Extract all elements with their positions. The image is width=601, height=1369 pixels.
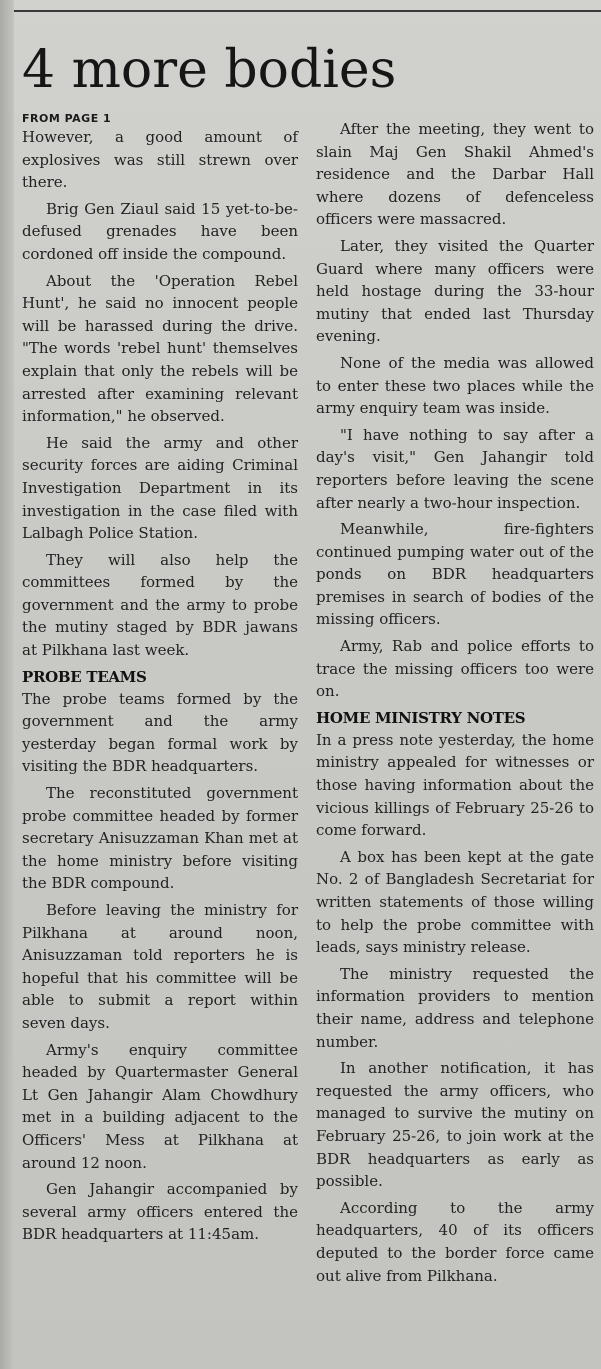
column-2-body [316, 118, 594, 1287]
article-paragraph: Later, they visited the Quarter Guard where many officers were held hostage during the 33-hour mutiny that ended last Thursday evening. [316, 236, 594, 346]
article-paragraph: The ministry requested the information providers to mention their name, address and telephone number. [316, 964, 594, 1051]
article-paragraph: He said the army and other security forces are aiding Criminal Investigation Department in its investigation in the case filed with Lalbagh Police Station. [22, 433, 298, 543]
jump-kicker: FROM PAGE 1 [22, 112, 112, 125]
article-paragraph: However, a good amount of explosives was still strewn over there. [22, 128, 298, 192]
column-2 [316, 118, 594, 1291]
article-paragraph: After the meeting, they went to slain Maj Gen Shakil Ahmed's residence and the Darbar Hall where dozens of defenceless officers were massacred. [316, 120, 594, 229]
article-paragraph: According to the army headquarters, 40 of its officers deputed to the border force came out alive from Pilkhana. [316, 1198, 594, 1285]
section-subhead: PROBE TEAMS [22, 667, 147, 686]
article-paragraph: Brig Gen Ziaul said 15 yet-to-be-defused grenades have been cordoned off inside the compound. [22, 199, 298, 263]
article-paragraph: In a press note yesterday, the home ministry appealed for witnesses or those having information about the vicious killings of February 25-26 to come forward. [316, 730, 594, 840]
column-1-body [22, 126, 298, 1246]
article-paragraph: None of the media was allowed to enter these two places while the army enquiry team was inside. [316, 353, 594, 418]
section-subhead: HOME MINISTRY NOTES [316, 708, 526, 727]
article-paragraph: A box has been kept at the gate No. 2 of Bangladesh Secretariat for written statements of those willing to help the probe committee with leads, says ministry release. [316, 847, 594, 957]
article [22, 28, 596, 1291]
article-paragraph: The probe teams formed by the government and the army yesterday began formal work by visiting the BDR headquarters. [22, 689, 298, 776]
article-paragraph: The reconstituted government probe committee headed by former secretary Anisuzzaman Khan met at the home ministry before visiting the BDR compound. [22, 784, 298, 893]
top-rule-divider [14, 10, 601, 12]
article-paragraph: They will also help the committees formed by the government and the army to probe the mutiny staged by BDR jawans at Pilkhana last week. [22, 550, 298, 660]
article-paragraph: "I have nothing to say after a day's visit," Gen Jahangir told reporters before leaving the scene after nearly a two-hour inspection. [316, 425, 594, 512]
article-paragraph: In another notification, it has requested the army officers, who managed to survive the mutiny on February 25-26, to join work at the BDR headquarters as early as possible. [316, 1059, 594, 1191]
article-paragraph: Army's enquiry committee headed by Quartermaster General Lt Gen Jahangir Alam Chowdhury met in a building adjacent to the Officers' Mess at Pilkhana at around 12 noon. [22, 1040, 298, 1172]
column-1 [22, 112, 298, 1291]
article-paragraph: About the 'Operation Rebel Hunt', he said no innocent people will be harassed during the drive. "The words 'rebel hunt' themselves explain that only the rebels will be arrested after examining relevant information," he observed. [22, 271, 298, 426]
article-paragraph: Meanwhile, fire-fighters continued pumping water out of the ponds on BDR headquarters premises in search of bodies of the missing officers. [316, 520, 594, 629]
article-paragraph: Before leaving the ministry for Pilkhana at around noon, Anisuzzaman told reporters he is hopeful that his committee will be able to submit a report within seven days. [22, 901, 298, 1032]
article-paragraph: Gen Jahangir accompanied by several army officers entered the BDR headquarters at 11:45am. [22, 1180, 298, 1244]
page-edge-shadow [0, 0, 14, 1369]
article-columns [22, 112, 596, 1291]
headline: 4 more bodies [22, 40, 397, 100]
article-paragraph: Army, Rab and police efforts to trace the missing officers too were on. [316, 637, 594, 701]
